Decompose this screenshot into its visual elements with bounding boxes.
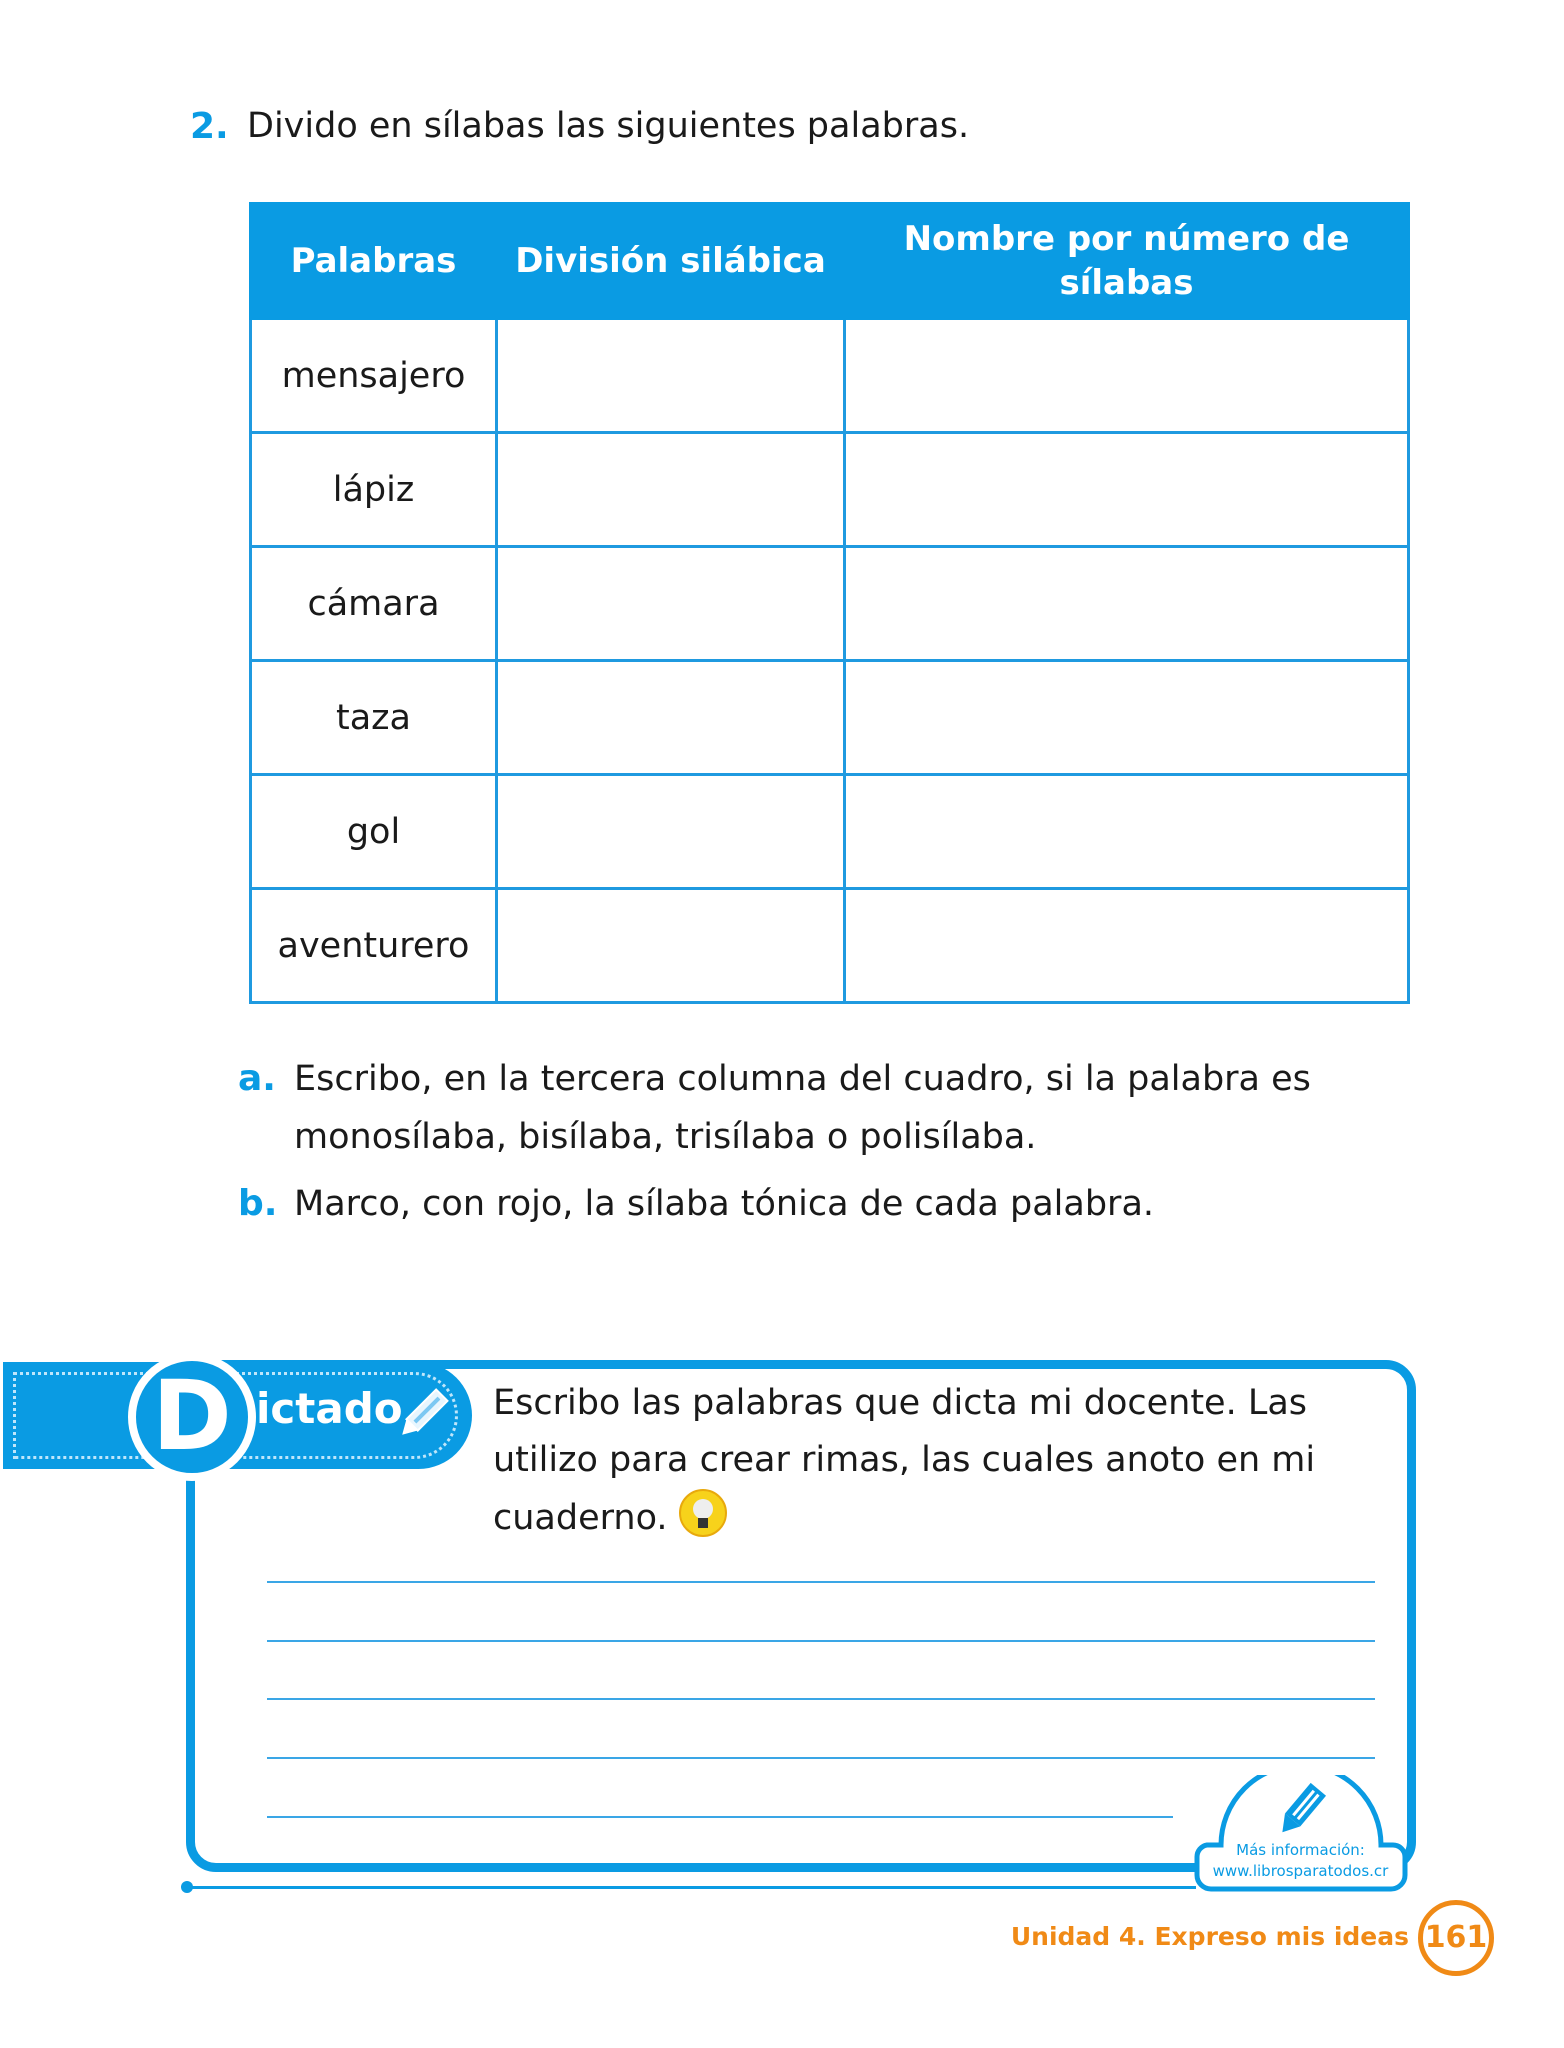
division-input-cell[interactable]: [497, 319, 845, 433]
word-cell: aventurero: [251, 889, 497, 1003]
writing-line[interactable]: [267, 1757, 1375, 1759]
divider-dot: [181, 1881, 193, 1893]
subitem-text: Marco, con rojo, la sílaba tónica de cada palabra.: [294, 1184, 1155, 1224]
header-division: División silábica: [497, 204, 845, 319]
more-info[interactable]: [1193, 1840, 1408, 1882]
division-input-cell[interactable]: [497, 661, 845, 775]
subitem-b: [238, 1175, 1358, 1233]
syllable-name-input-cell[interactable]: [845, 889, 1409, 1003]
footer-unit: Unidad 4. Expreso mis ideas: [1010, 1922, 1409, 1951]
writing-line[interactable]: [267, 1581, 1375, 1583]
writing-line[interactable]: [267, 1698, 1375, 1700]
word-cell: lápiz: [251, 433, 497, 547]
word-cell: taza: [251, 661, 497, 775]
pencil-icon: [392, 1385, 452, 1445]
word-cell: gol: [251, 775, 497, 889]
syllable-name-input-cell[interactable]: [845, 319, 1409, 433]
header-nombre: Nombre por número de sílabas: [845, 204, 1409, 319]
syllable-name-input-cell[interactable]: [845, 547, 1409, 661]
table-row: [251, 889, 1409, 1003]
syllable-name-input-cell[interactable]: [845, 775, 1409, 889]
word-cell: cámara: [251, 547, 497, 661]
subitem-text: Escribo, en la tercera columna del cuadro, si la palabra es monosílaba, bisílaba, trisílaba o polisílaba.: [294, 1059, 1311, 1157]
lightbulb-icon: [679, 1489, 727, 1539]
page-number: 161: [1418, 1900, 1494, 1976]
dictation-title: ictado: [256, 1384, 403, 1433]
table-row: [251, 319, 1409, 433]
more-info-link[interactable]: www.librosparatodos.cr: [1212, 1862, 1389, 1880]
subitem-letter: a.: [238, 1058, 276, 1099]
division-input-cell[interactable]: [497, 775, 845, 889]
writing-line[interactable]: [267, 1816, 1173, 1818]
table-row: [251, 775, 1409, 889]
dictation-initial: D: [128, 1353, 256, 1481]
division-input-cell[interactable]: [497, 547, 845, 661]
division-input-cell[interactable]: [497, 433, 845, 547]
subitem-a: [238, 1050, 1358, 1166]
table-row: [251, 547, 1409, 661]
table-row: [251, 661, 1409, 775]
header-palabras: Palabras: [251, 204, 497, 319]
subitem-letter: b.: [238, 1183, 278, 1224]
exercise-number: 2.: [190, 106, 229, 147]
divider-line: [186, 1886, 1196, 1889]
syllable-name-input-cell[interactable]: [845, 661, 1409, 775]
writing-line[interactable]: [267, 1640, 1375, 1642]
table-row: [251, 433, 1409, 547]
syllable-table: [249, 202, 1410, 1004]
syllable-name-input-cell[interactable]: [845, 433, 1409, 547]
more-info-label: Más información:: [1236, 1841, 1365, 1859]
table-header: [251, 204, 1409, 319]
word-cell: mensajero: [251, 319, 497, 433]
exercise-instruction: Divido en sílabas las siguientes palabras.: [247, 106, 970, 146]
division-input-cell[interactable]: [497, 889, 845, 1003]
dictation-instruction: Escribo las palabras que dicta mi docente. Las utilizo para crear rimas, las cuales anoto en mi cuaderno.: [493, 1383, 1316, 1538]
